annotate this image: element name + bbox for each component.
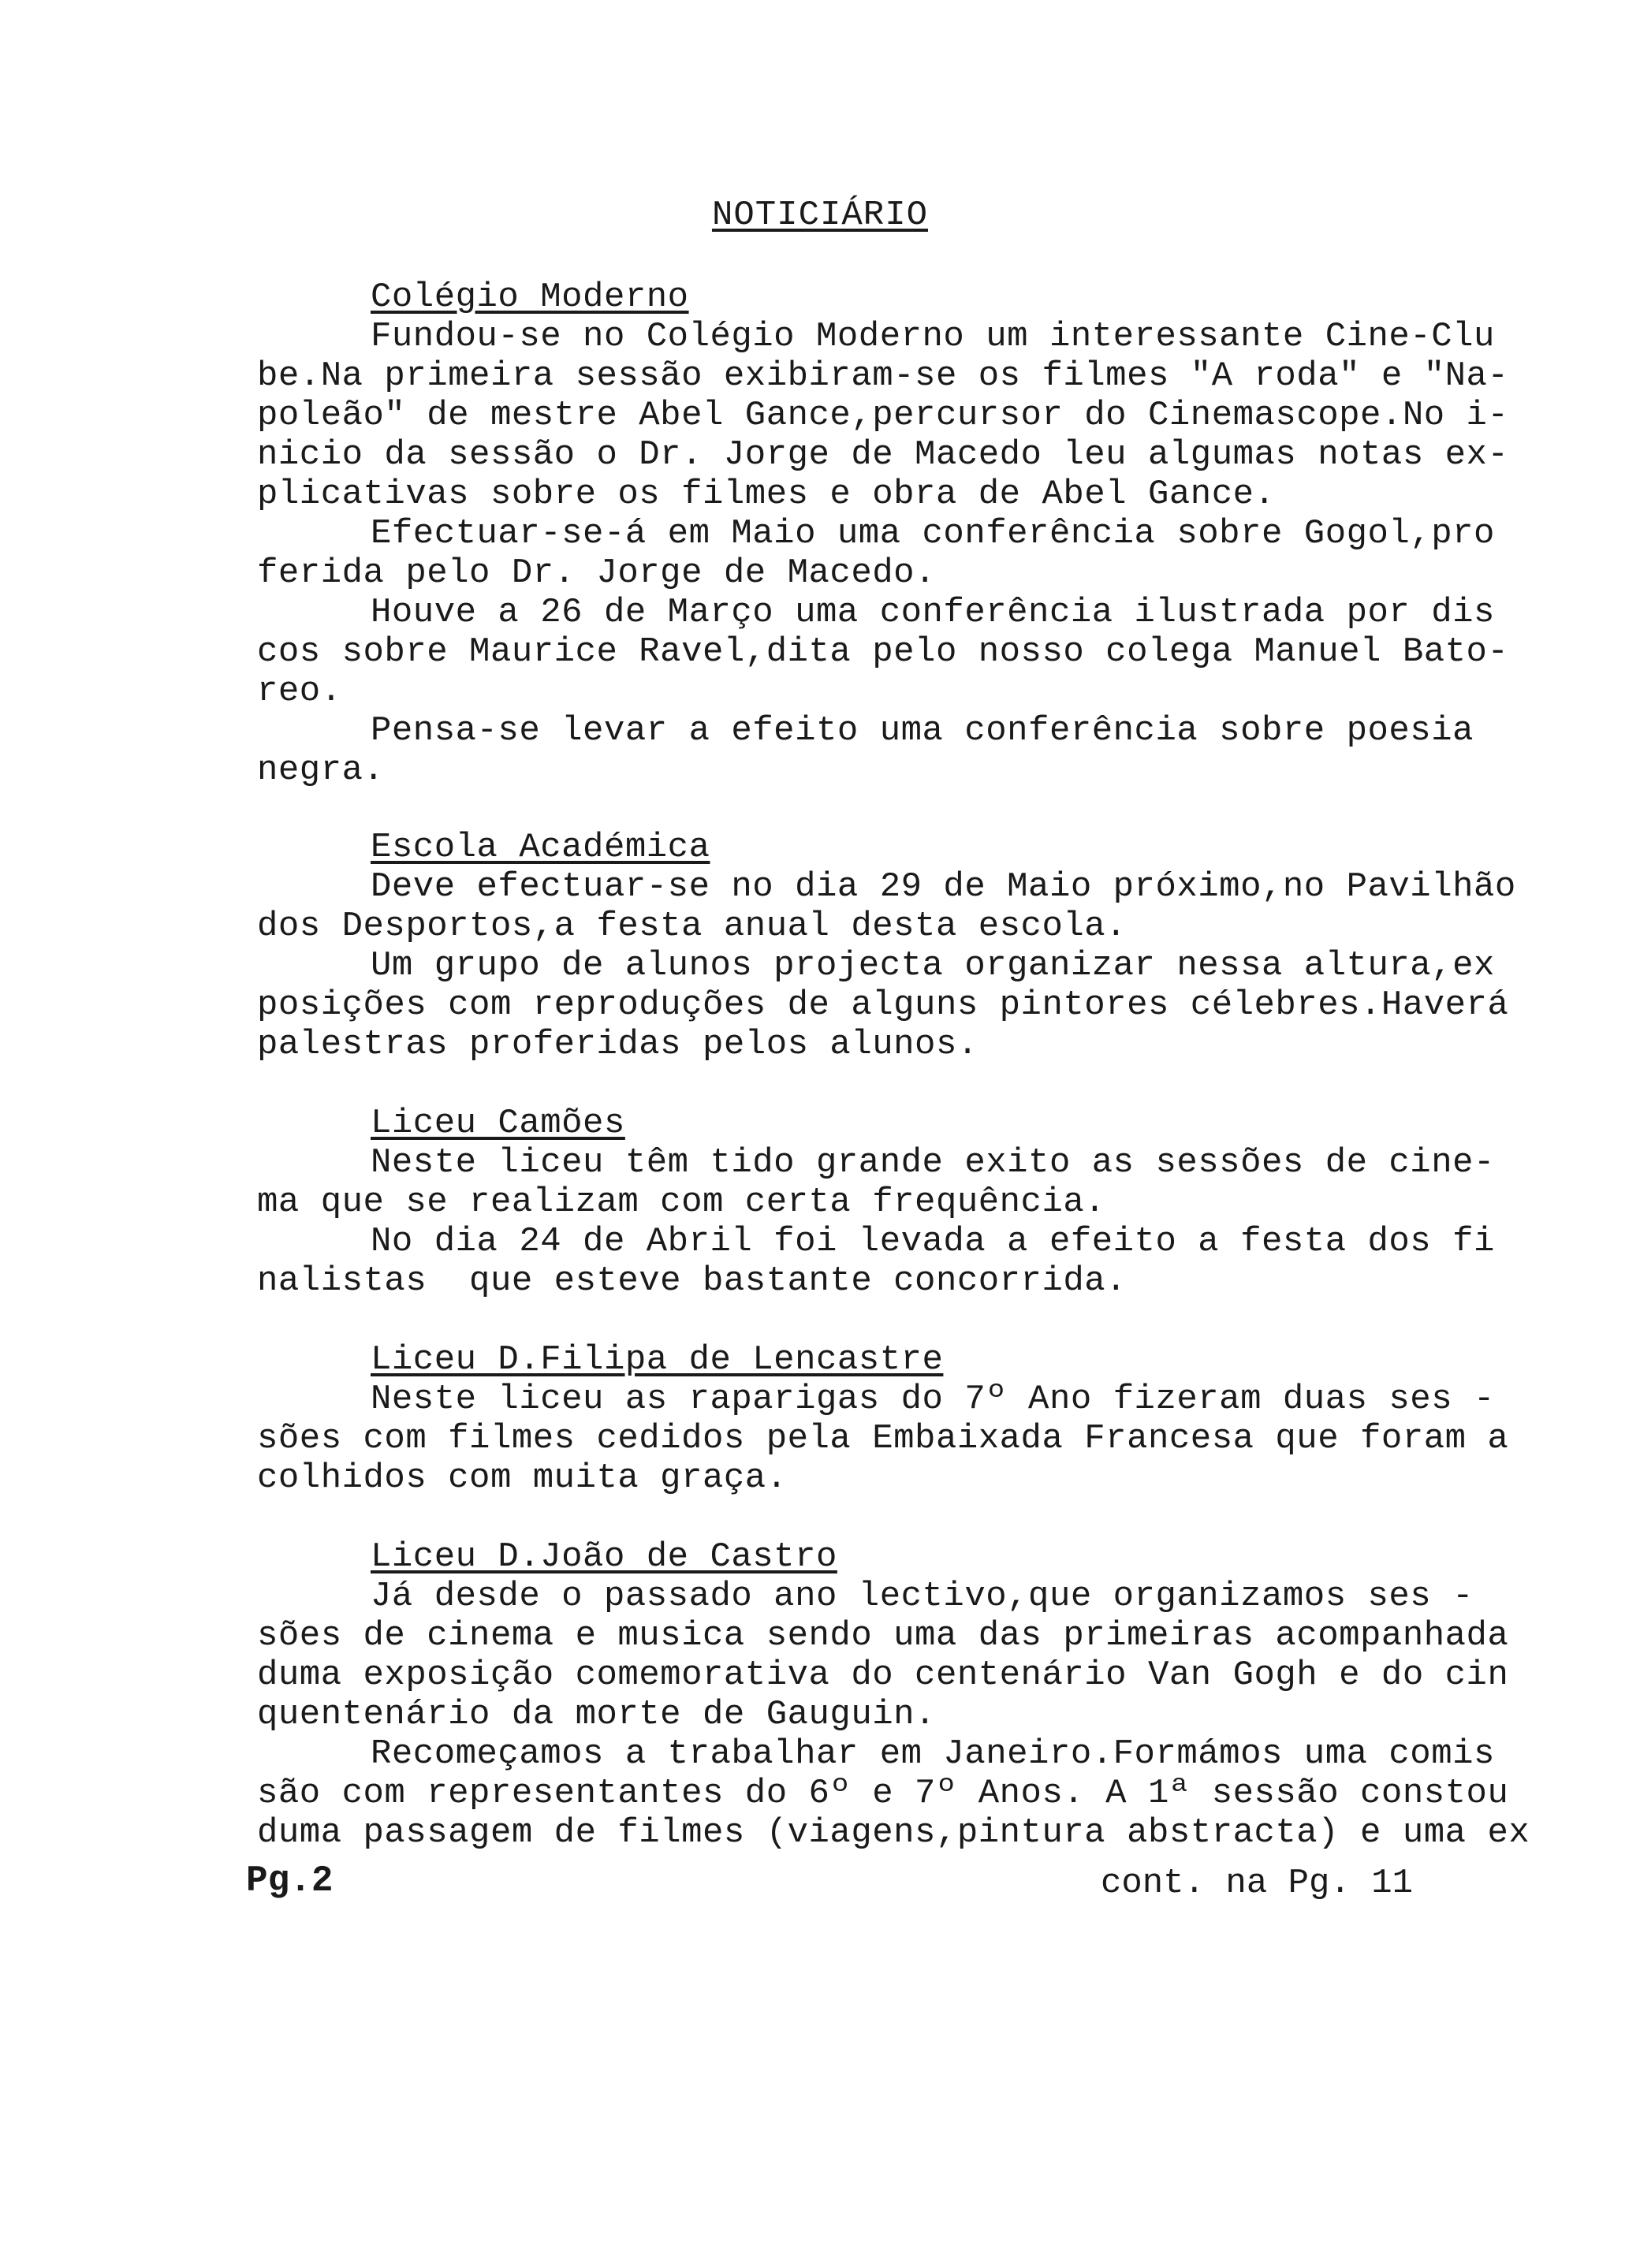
section-heading-liceu-joao-de-castro: Liceu D.João de Castro: [371, 1537, 837, 1577]
paragraph-line: Houve a 26 de Março uma conferência ilustrada por dis: [371, 593, 1495, 632]
paragraph-line: negra.: [257, 750, 385, 790]
paragraph-line: Neste liceu têm tido grande exito as sessões de cine-: [371, 1143, 1495, 1182]
paragraph-line: Recomeçamos a trabalhar em Janeiro.Formámos uma comis: [371, 1734, 1495, 1774]
paragraph-line: ferida pelo Dr. Jorge de Macedo.: [257, 553, 936, 593]
paragraph-line: Efectuar-se-á em Maio uma conferência sobre Gogol,pro: [371, 514, 1495, 553]
paragraph-line: sões de cinema e musica sendo uma das primeiras acompanhada: [257, 1616, 1509, 1655]
paragraph-line: plicativas sobre os filmes e obra de Abel Gance.: [257, 475, 1276, 514]
paragraph-line: Já desde o passado ano lectivo,que organizamos ses -: [371, 1577, 1474, 1616]
paragraph-line: quentenário da morte de Gauguin.: [257, 1695, 936, 1734]
paragraph-line: nicio da sessão o Dr. Jorge de Macedo leu algumas notas ex-: [257, 435, 1509, 475]
paragraph-line: Deve efectuar-se no dia 29 de Maio próximo,no Pavilhão: [371, 867, 1516, 907]
continuation-note: cont. na Pg. 11: [1101, 1864, 1414, 1903]
paragraph-line: cos sobre Maurice Ravel,dita pelo nosso colega Manuel Bato-: [257, 632, 1509, 672]
paragraph-line: posições com reproduções de alguns pintores célebres.Haverá: [257, 985, 1509, 1025]
paragraph-line: be.Na primeira sessão exibiram-se os filmes "A roda" e "Na-: [257, 356, 1509, 396]
paragraph-line: duma passagem de filmes (viagens,pintura abstracta) e uma ex: [257, 1813, 1530, 1853]
paragraph-line: palestras proferidas pelos alunos.: [257, 1025, 978, 1064]
paragraph-line: reo.: [257, 672, 342, 711]
paragraph-line: sões com filmes cedidos pela Embaixada Francesa que foram a: [257, 1419, 1509, 1458]
paragraph-line: poleão" de mestre Abel Gance,percursor do Cinemascope.No i-: [257, 396, 1509, 435]
paragraph-line: No dia 24 de Abril foi levada a efeito a festa dos fi: [371, 1222, 1495, 1261]
paragraph-line: duma exposição comemorativa do centenário Van Gogh e do cin: [257, 1655, 1509, 1695]
paragraph-line: são com representantes do 6º e 7º Anos. A 1ª sessão constou: [257, 1774, 1509, 1813]
section-heading-escola-academica: Escola Académica: [371, 828, 710, 867]
section-heading-colegio-moderno: Colégio Moderno: [371, 277, 689, 317]
section-heading-liceu-filipa: Liceu D.Filipa de Lencastre: [371, 1340, 944, 1380]
paragraph-line: Um grupo de alunos projecta organizar nessa altura,ex: [371, 946, 1495, 985]
paragraph-line: dos Desportos,a festa anual desta escola.: [257, 907, 1128, 946]
page-number: Pg.2: [246, 1860, 334, 1901]
paragraph-line: ma que se realizam com certa frequência.: [257, 1182, 1106, 1222]
page-title: NOTICIÁRIO: [711, 196, 929, 235]
paragraph-line: Neste liceu as raparigas do 7º Ano fizeram duas ses -: [371, 1380, 1495, 1419]
paragraph-line: Pensa-se levar a efeito uma conferência sobre poesia: [371, 711, 1474, 750]
paragraph-line: nalistas que esteve bastante concorrida.: [257, 1261, 1128, 1301]
paragraph-line: Fundou-se no Colégio Moderno um interessante Cine-Clu: [371, 317, 1495, 356]
paragraph-line: colhidos com muita graça.: [257, 1458, 788, 1498]
section-heading-liceu-camoes: Liceu Camões: [371, 1104, 625, 1143]
